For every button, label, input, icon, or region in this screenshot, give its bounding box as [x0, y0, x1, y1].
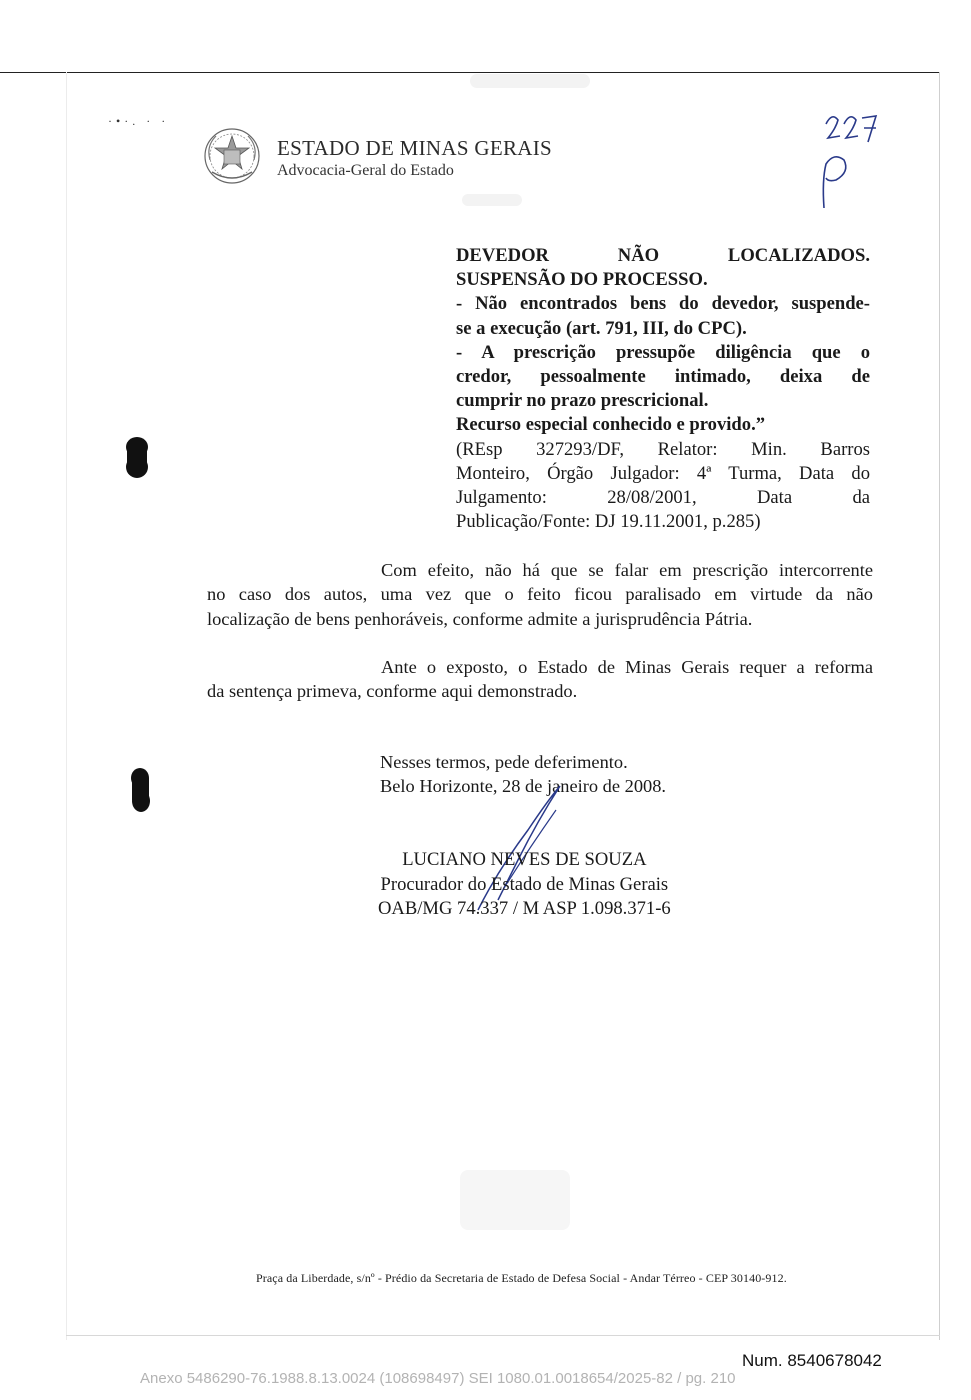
- scan-smudge: [460, 1170, 570, 1230]
- handwritten-page-number: [822, 108, 882, 148]
- closing-line: Nesses termos, pede deferimento.: [380, 752, 628, 772]
- paragraph-line: Com efeito, não há que se falar em prescrição intercorrente: [381, 560, 873, 580]
- right-margin-rule: [939, 72, 940, 1340]
- left-margin-rule: [66, 72, 67, 1340]
- handwritten-rubric: [812, 150, 862, 212]
- scan-marks: ·•·. · ·: [108, 114, 170, 128]
- paragraph-line: da sentença primeva, conforme aqui demonstrado.: [207, 681, 578, 702]
- annex-watermark: Anexo 5486290-76.1988.8.13.0024 (108698497) SEI 1080.01.0018654/2025-82 / pg. 210: [140, 1370, 736, 1387]
- header-title: ESTADO DE MINAS GERAIS: [277, 136, 553, 160]
- quote-line: cumprir no prazo prescricional.: [456, 390, 709, 412]
- footer-address: Praça da Liberdade, s/nº - Prédio da Secretaria de Estado de Defesa Social - Andar Térreo - CEP 30140-912.: [256, 1271, 787, 1285]
- citation-line: (REsp 327293/DF, Relator: Min. Barros: [456, 438, 870, 460]
- signature-block: [378, 848, 671, 922]
- quote-line: SUSPENSÃO DO PROCESSO.: [456, 269, 708, 291]
- quote-line: - Não encontrados bens do devedor, suspende-: [456, 293, 870, 315]
- place-date-line: Belo Horizonte, 28 de janeiro de 2008.: [380, 776, 666, 797]
- paragraph-prescription: [207, 558, 873, 631]
- quoted-ementa: [456, 244, 870, 534]
- paragraph-request: [207, 655, 873, 704]
- quote-line: Recurso especial conhecido e provido.”: [456, 414, 766, 436]
- quote-line: DEVEDOR NÃO LOCALIZADOS.: [456, 245, 870, 266]
- signatory-name: LUCIANO NEVES DE SOUZA: [402, 849, 647, 870]
- citation-line: Publicação/Fonte: DJ 19.11.2001, p.285): [456, 511, 761, 533]
- header-subtitle: Advocacia-Geral do Estado: [277, 162, 454, 179]
- bottom-rule: [66, 1335, 940, 1336]
- top-rule: [0, 72, 940, 73]
- document-number-stamp: Num. 8540678042: [742, 1351, 882, 1370]
- signatory-registration: OAB/MG 74.337 / M ASP 1.098.371-6: [378, 898, 671, 920]
- paragraph-line: localização de bens penhoráveis, conforme admite a jurisprudência Pátria.: [207, 608, 753, 629]
- quote-line: credor, pessoalmente intimado, deixa de: [456, 366, 870, 388]
- paragraph-line: no caso dos autos, uma vez que o feito ficou paralisado em virtude da não: [207, 584, 873, 605]
- citation-line: Julgamento: 28/08/2001, Data da: [456, 487, 870, 509]
- paragraph-line: Ante o exposto, o Estado de Minas Gerais requer a reforma: [381, 657, 873, 677]
- scan-smudge: [462, 194, 522, 206]
- quote-line: se a execução (art. 791, III, do CPC).: [456, 317, 747, 339]
- quote-line: - A prescrição pressupõe diligência que o: [456, 341, 870, 363]
- punch-hole-mark: [129, 767, 151, 813]
- scan-smudge: [470, 74, 590, 88]
- coat-of-arms-seal-icon: [202, 126, 262, 188]
- citation-line: Monteiro, Órgão Julgador: 4ª Turma, Data do: [456, 462, 870, 484]
- punch-hole-mark: [124, 436, 150, 480]
- signatory-role: Procurador do Estado de Minas Gerais: [380, 873, 669, 895]
